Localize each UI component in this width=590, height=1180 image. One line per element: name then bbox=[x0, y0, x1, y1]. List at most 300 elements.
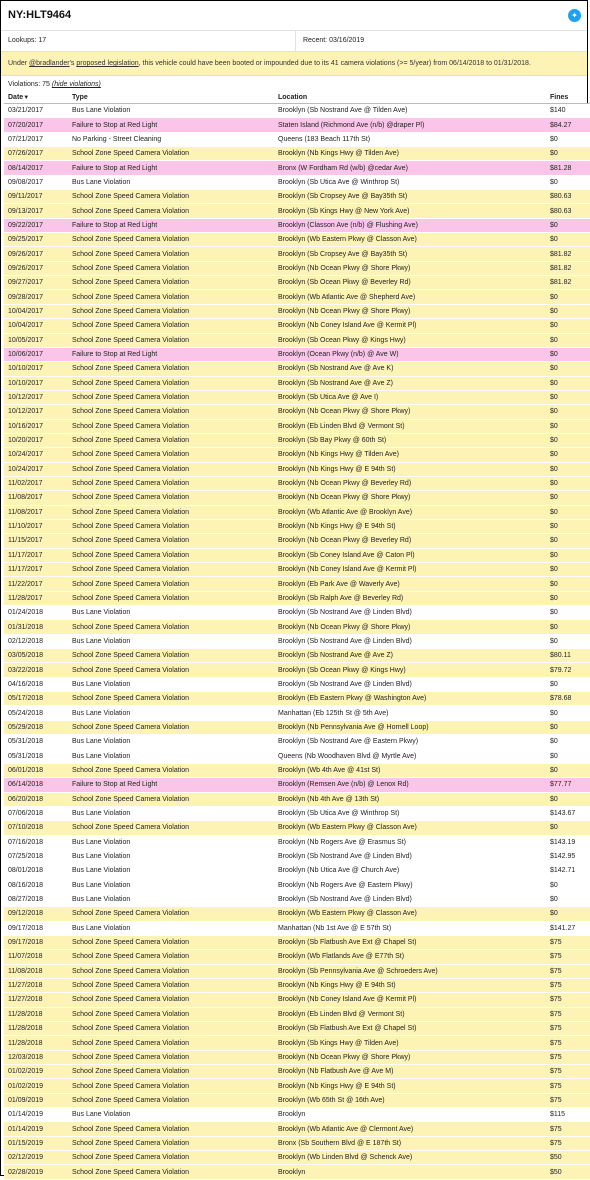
cell-fine: $75 bbox=[546, 1079, 590, 1093]
date-header-label: Date bbox=[8, 94, 24, 101]
cell-type: Bus Lane Violation bbox=[68, 921, 274, 935]
cell-type: School Zone Speed Camera Violation bbox=[68, 405, 274, 419]
cell-type: School Zone Speed Camera Violation bbox=[68, 304, 274, 318]
cell-location: Brooklyn (Classon Ave (n/b) @ Flushing Ave) bbox=[274, 218, 546, 232]
cell-location: Brooklyn (Wb 65th St @ 16th Ave) bbox=[274, 1093, 546, 1107]
cell-fine: $80.63 bbox=[546, 190, 590, 204]
cell-date: 02/12/2019 bbox=[4, 1151, 68, 1165]
table-row bbox=[4, 147, 590, 161]
header bbox=[1, 1, 587, 31]
cell-location: Brooklyn (Nb Coney Island Ave @ Kermit Pl) bbox=[274, 993, 546, 1007]
cell-date: 11/28/2017 bbox=[4, 591, 68, 605]
table-row bbox=[4, 276, 590, 290]
cell-location: Brooklyn (Nb Ocean Pkwy @ Shore Pkwy) bbox=[274, 405, 546, 419]
table-row bbox=[4, 419, 590, 433]
table-row bbox=[4, 534, 590, 548]
cell-location: Brooklyn (Sb Ralph Ave @ Beverley Rd) bbox=[274, 591, 546, 605]
cell-fine: $0 bbox=[546, 591, 590, 605]
cell-location: Brooklyn (Sb Cropsey Ave @ Bay35th St) bbox=[274, 247, 546, 261]
cell-fine: $0 bbox=[546, 749, 590, 763]
bradlander-link[interactable]: @bradlander bbox=[29, 60, 70, 67]
cell-type: School Zone Speed Camera Violation bbox=[68, 993, 274, 1007]
cell-fine: $75 bbox=[546, 1122, 590, 1136]
cell-location: Brooklyn (Eb Linden Blvd @ Vermont St) bbox=[274, 419, 546, 433]
cell-location: Brooklyn (Nb Flatbush Ave @ Ave M) bbox=[274, 1065, 546, 1079]
cell-date: 11/08/2017 bbox=[4, 491, 68, 505]
cell-date: 09/17/2018 bbox=[4, 921, 68, 935]
cell-type: School Zone Speed Camera Violation bbox=[68, 448, 274, 462]
cell-type: School Zone Speed Camera Violation bbox=[68, 1065, 274, 1079]
stats-bar bbox=[1, 31, 587, 52]
cell-location: Brooklyn (Sb Cropsey Ave @ Bay35th St) bbox=[274, 190, 546, 204]
cell-location: Brooklyn (Wb Atlantic Ave @ Clermont Ave) bbox=[274, 1122, 546, 1136]
cell-location: Brooklyn (Sb Flatbush Ave Ext @ Chapel St) bbox=[274, 1022, 546, 1036]
cell-type: Bus Lane Violation bbox=[68, 749, 274, 763]
column-header-fines[interactable]: Fines bbox=[546, 92, 590, 104]
cell-location: Brooklyn (Nb Ocean Pkwy @ Shore Pkwy) bbox=[274, 491, 546, 505]
cell-type: School Zone Speed Camera Violation bbox=[68, 821, 274, 835]
table-row bbox=[4, 849, 590, 863]
table-row bbox=[4, 821, 590, 835]
cell-date: 09/17/2018 bbox=[4, 935, 68, 949]
cell-fine: $0 bbox=[546, 792, 590, 806]
cell-location: Brooklyn (Nb Kings Hwy @ E 94th St) bbox=[274, 462, 546, 476]
cell-date: 11/27/2018 bbox=[4, 978, 68, 992]
table-row bbox=[4, 1122, 590, 1136]
cell-fine: $0 bbox=[546, 706, 590, 720]
cell-location: Manhattan (Nb 1st Ave @ E 57th St) bbox=[274, 921, 546, 935]
cell-location: Brooklyn (Sb Ocean Pkwy @ Beverley Rd) bbox=[274, 276, 546, 290]
cell-fine: $75 bbox=[546, 950, 590, 964]
cell-type: School Zone Speed Camera Violation bbox=[68, 462, 274, 476]
cell-location: Brooklyn (Sb Nostrand Ave @ Ave Z) bbox=[274, 649, 546, 663]
stats-divider bbox=[295, 31, 296, 51]
cell-fine: $81.82 bbox=[546, 247, 590, 261]
cell-location: Brooklyn bbox=[274, 1165, 546, 1179]
cell-date: 11/10/2017 bbox=[4, 519, 68, 533]
cell-date: 10/10/2017 bbox=[4, 376, 68, 390]
cell-fine: $0 bbox=[546, 534, 590, 548]
cell-location: Brooklyn (Wb Atlantic Ave @ Brooklyn Ave) bbox=[274, 505, 546, 519]
cell-date: 03/22/2018 bbox=[4, 663, 68, 677]
table-row bbox=[4, 1165, 590, 1179]
cell-date: 07/21/2017 bbox=[4, 132, 68, 146]
cell-date: 07/26/2017 bbox=[4, 147, 68, 161]
cell-fine: $50 bbox=[546, 1165, 590, 1179]
column-header-date[interactable] bbox=[4, 92, 68, 104]
cell-type: School Zone Speed Camera Violation bbox=[68, 204, 274, 218]
cell-location: Staten Island (Richmond Ave (n/b) @draper Pl) bbox=[274, 118, 546, 132]
cell-location: Brooklyn (Wb Atlantic Ave @ Shepherd Ave) bbox=[274, 290, 546, 304]
cell-fine: $143.19 bbox=[546, 835, 590, 849]
cell-location: Brooklyn (Sb Kings Hwy @ Tilden Ave) bbox=[274, 1036, 546, 1050]
cell-fine: $0 bbox=[546, 347, 590, 361]
cell-fine: $75 bbox=[546, 964, 590, 978]
cell-fine: $115 bbox=[546, 1108, 590, 1122]
cell-location: Queens (Nb Woodhaven Blvd @ Myrtle Ave) bbox=[274, 749, 546, 763]
cell-type: School Zone Speed Camera Violation bbox=[68, 505, 274, 519]
cell-type: School Zone Speed Camera Violation bbox=[68, 763, 274, 777]
cell-type: Bus Lane Violation bbox=[68, 835, 274, 849]
cell-date: 01/15/2019 bbox=[4, 1136, 68, 1150]
table-row bbox=[4, 1065, 590, 1079]
cell-date: 01/14/2019 bbox=[4, 1122, 68, 1136]
table-row bbox=[4, 993, 590, 1007]
table-row bbox=[4, 706, 590, 720]
cell-date: 10/06/2017 bbox=[4, 347, 68, 361]
cell-fine: $0 bbox=[546, 677, 590, 691]
cell-date: 11/07/2018 bbox=[4, 950, 68, 964]
cell-type: School Zone Speed Camera Violation bbox=[68, 792, 274, 806]
cell-date: 02/28/2019 bbox=[4, 1165, 68, 1179]
cell-location: Brooklyn (Wb 4th Ave @ 41st St) bbox=[274, 763, 546, 777]
table-row bbox=[4, 505, 590, 519]
cell-type: School Zone Speed Camera Violation bbox=[68, 620, 274, 634]
cell-location: Brooklyn (Sb Utica Ave @ Winthrop St) bbox=[274, 175, 546, 189]
column-header-type[interactable]: Type bbox=[68, 92, 274, 104]
cell-date: 08/16/2018 bbox=[4, 878, 68, 892]
cell-type: School Zone Speed Camera Violation bbox=[68, 1022, 274, 1036]
table-row bbox=[4, 462, 590, 476]
table-row bbox=[4, 1151, 590, 1165]
cell-fine: $0 bbox=[546, 519, 590, 533]
violations-count: Violations: 75 bbox=[8, 81, 50, 88]
cell-fine: $0 bbox=[546, 505, 590, 519]
cell-date: 05/24/2018 bbox=[4, 706, 68, 720]
cell-type: School Zone Speed Camera Violation bbox=[68, 964, 274, 978]
cell-date: 09/13/2017 bbox=[4, 204, 68, 218]
cell-fine: $75 bbox=[546, 1022, 590, 1036]
table-row bbox=[4, 1050, 590, 1064]
cell-fine: $0 bbox=[546, 362, 590, 376]
cell-fine: $0 bbox=[546, 476, 590, 490]
cell-date: 03/05/2018 bbox=[4, 649, 68, 663]
table-row bbox=[4, 290, 590, 304]
cell-type: School Zone Speed Camera Violation bbox=[68, 362, 274, 376]
cell-location: Bronx (Sb Southern Blvd @ E 187th St) bbox=[274, 1136, 546, 1150]
cell-location: Brooklyn (Sb Nostrand Ave @ Ave K) bbox=[274, 362, 546, 376]
violations-table bbox=[4, 92, 590, 1180]
cell-type: School Zone Speed Camera Violation bbox=[68, 1151, 274, 1165]
cell-location: Brooklyn (Sb Nostrand Ave @ Linden Blvd) bbox=[274, 892, 546, 906]
cell-type: Failure to Stop at Red Light bbox=[68, 161, 274, 175]
cell-fine: $0 bbox=[546, 132, 590, 146]
cell-date: 10/20/2017 bbox=[4, 433, 68, 447]
cell-location: Brooklyn (Nb Ocean Pkwy @ Beverley Rd) bbox=[274, 476, 546, 490]
cell-location: Brooklyn (Wb Linden Blvd @ Schenck Ave) bbox=[274, 1151, 546, 1165]
cell-type: School Zone Speed Camera Violation bbox=[68, 519, 274, 533]
cell-type: School Zone Speed Camera Violation bbox=[68, 950, 274, 964]
cell-type: School Zone Speed Camera Violation bbox=[68, 563, 274, 577]
cell-type: School Zone Speed Camera Violation bbox=[68, 419, 274, 433]
cell-date: 11/28/2018 bbox=[4, 1036, 68, 1050]
twitter-icon[interactable]: ✦ bbox=[568, 9, 581, 22]
cell-location: Brooklyn (Nb Rogers Ave @ Eastern Pkwy) bbox=[274, 878, 546, 892]
cell-date: 11/17/2017 bbox=[4, 548, 68, 562]
cell-fine: $81.82 bbox=[546, 261, 590, 275]
cell-type: School Zone Speed Camera Violation bbox=[68, 692, 274, 706]
cell-date: 01/31/2018 bbox=[4, 620, 68, 634]
cell-type: School Zone Speed Camera Violation bbox=[68, 491, 274, 505]
table-row bbox=[4, 1108, 590, 1122]
cell-fine: $75 bbox=[546, 1065, 590, 1079]
cell-type: School Zone Speed Camera Violation bbox=[68, 233, 274, 247]
cell-fine: $81.28 bbox=[546, 161, 590, 175]
table-row bbox=[4, 792, 590, 806]
cell-type: School Zone Speed Camera Violation bbox=[68, 663, 274, 677]
cell-date: 10/05/2017 bbox=[4, 333, 68, 347]
cell-type: School Zone Speed Camera Violation bbox=[68, 247, 274, 261]
table-row bbox=[4, 347, 590, 361]
cell-fine: $0 bbox=[546, 878, 590, 892]
cell-location: Brooklyn (Sb Nostrand Ave @ Eastern Pkwy) bbox=[274, 735, 546, 749]
cell-type: School Zone Speed Camera Violation bbox=[68, 548, 274, 562]
cell-date: 10/04/2017 bbox=[4, 304, 68, 318]
cell-location: Brooklyn (Nb Coney Island Ave @ Kermit Pl) bbox=[274, 319, 546, 333]
cell-date: 04/16/2018 bbox=[4, 677, 68, 691]
table-row bbox=[4, 950, 590, 964]
table-row bbox=[4, 634, 590, 648]
cell-date: 07/10/2018 bbox=[4, 821, 68, 835]
violations-table-body bbox=[4, 104, 590, 1180]
cell-date: 09/08/2017 bbox=[4, 175, 68, 189]
table-row bbox=[4, 376, 590, 390]
table-row bbox=[4, 649, 590, 663]
cell-fine: $0 bbox=[546, 405, 590, 419]
cell-fine: $80.11 bbox=[546, 649, 590, 663]
cell-location: Brooklyn (Eb Eastern Pkwy @ Washington Ave) bbox=[274, 692, 546, 706]
cell-location: Brooklyn (Nb Coney Island Ave @ Kermit Pl) bbox=[274, 563, 546, 577]
cell-location: Brooklyn (Sb Nostrand Ave @ Ave Z) bbox=[274, 376, 546, 390]
cell-fine: $0 bbox=[546, 319, 590, 333]
cell-type: School Zone Speed Camera Violation bbox=[68, 1136, 274, 1150]
cell-date: 09/12/2018 bbox=[4, 907, 68, 921]
table-row bbox=[4, 548, 590, 562]
cell-type: School Zone Speed Camera Violation bbox=[68, 649, 274, 663]
cell-type: Failure to Stop at Red Light bbox=[68, 218, 274, 232]
table-row bbox=[4, 433, 590, 447]
cell-type: School Zone Speed Camera Violation bbox=[68, 534, 274, 548]
table-row bbox=[4, 233, 590, 247]
table-row bbox=[4, 692, 590, 706]
table-row bbox=[4, 878, 590, 892]
cell-date: 08/14/2017 bbox=[4, 161, 68, 175]
cell-date: 10/16/2017 bbox=[4, 419, 68, 433]
table-row bbox=[4, 663, 590, 677]
cell-fine: $79.72 bbox=[546, 663, 590, 677]
cell-fine: $0 bbox=[546, 390, 590, 404]
cell-date: 10/24/2017 bbox=[4, 448, 68, 462]
cell-location: Brooklyn (Sb Utica Ave @ Winthrop St) bbox=[274, 806, 546, 820]
cell-location: Brooklyn (Wb Flatlands Ave @ E77th St) bbox=[274, 950, 546, 964]
cell-date: 10/04/2017 bbox=[4, 319, 68, 333]
cell-type: School Zone Speed Camera Violation bbox=[68, 1007, 274, 1021]
table-row bbox=[4, 864, 590, 878]
cell-location: Brooklyn (Wb Eastern Pkwy @ Classon Ave) bbox=[274, 821, 546, 835]
cell-location: Queens (183 Beach 117th St) bbox=[274, 132, 546, 146]
cell-type: School Zone Speed Camera Violation bbox=[68, 276, 274, 290]
cell-location: Brooklyn (Nb Ocean Pkwy @ Shore Pkwy) bbox=[274, 620, 546, 634]
banner-prefix: Under bbox=[8, 60, 30, 67]
cell-date: 11/15/2017 bbox=[4, 534, 68, 548]
table-row bbox=[4, 763, 590, 777]
table-row bbox=[4, 190, 590, 204]
proposed-legislation-link[interactable]: proposed legislation bbox=[76, 60, 139, 67]
table-row bbox=[4, 606, 590, 620]
cell-fine: $0 bbox=[546, 821, 590, 835]
table-row bbox=[4, 104, 590, 118]
cell-date: 01/14/2019 bbox=[4, 1108, 68, 1122]
cell-type: School Zone Speed Camera Violation bbox=[68, 476, 274, 490]
cell-fine: $84.27 bbox=[546, 118, 590, 132]
cell-fine: $75 bbox=[546, 993, 590, 1007]
cell-fine: $0 bbox=[546, 634, 590, 648]
table-row bbox=[4, 1136, 590, 1150]
cell-type: School Zone Speed Camera Violation bbox=[68, 333, 274, 347]
cell-fine: $0 bbox=[546, 907, 590, 921]
cell-date: 11/17/2017 bbox=[4, 563, 68, 577]
cell-fine: $78.68 bbox=[546, 692, 590, 706]
table-row bbox=[4, 720, 590, 734]
cell-date: 11/08/2017 bbox=[4, 505, 68, 519]
cell-date: 11/08/2018 bbox=[4, 964, 68, 978]
cell-date: 09/28/2017 bbox=[4, 290, 68, 304]
cell-fine: $75 bbox=[546, 1050, 590, 1064]
table-row bbox=[4, 491, 590, 505]
cell-type: School Zone Speed Camera Violation bbox=[68, 1079, 274, 1093]
cell-fine: $0 bbox=[546, 735, 590, 749]
cell-location: Brooklyn (Sb Kings Hwy @ New York Ave) bbox=[274, 204, 546, 218]
hide-violations-link[interactable]: (hide violations) bbox=[51, 81, 101, 88]
banner-suffix: , this vehicle could have been booted or impounded due to its 41 camera violations (>= 5/year) from 06/14/2018 to 01/31/2018. bbox=[138, 60, 531, 67]
cell-fine: $141.27 bbox=[546, 921, 590, 935]
table-row bbox=[4, 563, 590, 577]
cell-type: Bus Lane Violation bbox=[68, 806, 274, 820]
cell-date: 11/28/2018 bbox=[4, 1022, 68, 1036]
cell-type: Bus Lane Violation bbox=[68, 878, 274, 892]
cell-date: 08/27/2018 bbox=[4, 892, 68, 906]
table-row bbox=[4, 519, 590, 533]
cell-fine: $0 bbox=[546, 548, 590, 562]
table-row bbox=[4, 677, 590, 691]
cell-date: 01/02/2019 bbox=[4, 1065, 68, 1079]
cell-type: School Zone Speed Camera Violation bbox=[68, 720, 274, 734]
cell-fine: $0 bbox=[546, 290, 590, 304]
cell-location: Brooklyn (Sb Utica Ave @ Ave I) bbox=[274, 390, 546, 404]
cell-date: 05/17/2018 bbox=[4, 692, 68, 706]
table-row bbox=[4, 390, 590, 404]
cell-location: Brooklyn (Ocean Pkwy (n/b) @ Ave W) bbox=[274, 347, 546, 361]
table-row bbox=[4, 319, 590, 333]
cell-location: Brooklyn (Remsen Ave (n/b) @ Lenox Rd) bbox=[274, 778, 546, 792]
cell-fine: $75 bbox=[546, 1036, 590, 1050]
table-row bbox=[4, 175, 590, 189]
cell-fine: $0 bbox=[546, 491, 590, 505]
cell-fine: $0 bbox=[546, 419, 590, 433]
table-row bbox=[4, 118, 590, 132]
column-header-location[interactable]: Location bbox=[274, 92, 546, 104]
cell-date: 11/27/2018 bbox=[4, 993, 68, 1007]
sort-down-icon: ▼ bbox=[23, 95, 30, 101]
cell-fine: $0 bbox=[546, 577, 590, 591]
cell-type: School Zone Speed Camera Violation bbox=[68, 261, 274, 275]
table-row bbox=[4, 362, 590, 376]
cell-date: 01/24/2018 bbox=[4, 606, 68, 620]
cell-location: Brooklyn (Sb Ocean Pkwy @ Kings Hwy) bbox=[274, 663, 546, 677]
table-row bbox=[4, 978, 590, 992]
cell-fine: $0 bbox=[546, 620, 590, 634]
cell-fine: $77.77 bbox=[546, 778, 590, 792]
cell-fine: $0 bbox=[546, 175, 590, 189]
table-row bbox=[4, 835, 590, 849]
table-row bbox=[4, 907, 590, 921]
cell-type: Bus Lane Violation bbox=[68, 677, 274, 691]
table-row bbox=[4, 304, 590, 318]
table-row bbox=[4, 476, 590, 490]
cell-type: School Zone Speed Camera Violation bbox=[68, 1093, 274, 1107]
cell-date: 10/10/2017 bbox=[4, 362, 68, 376]
cell-type: School Zone Speed Camera Violation bbox=[68, 978, 274, 992]
cell-fine: $142.71 bbox=[546, 864, 590, 878]
cell-location: Brooklyn (Sb Nostrand Ave @ Tilden Ave) bbox=[274, 104, 546, 118]
table-row bbox=[4, 577, 590, 591]
table-row bbox=[4, 620, 590, 634]
cell-type: Failure to Stop at Red Light bbox=[68, 118, 274, 132]
table-row bbox=[4, 161, 590, 175]
cell-type: Bus Lane Violation bbox=[68, 104, 274, 118]
cell-date: 05/31/2018 bbox=[4, 735, 68, 749]
cell-type: Bus Lane Violation bbox=[68, 634, 274, 648]
cell-fine: $0 bbox=[546, 892, 590, 906]
cell-fine: $140 bbox=[546, 104, 590, 118]
cell-fine: $75 bbox=[546, 1093, 590, 1107]
cell-fine: $0 bbox=[546, 720, 590, 734]
cell-type: Bus Lane Violation bbox=[68, 735, 274, 749]
cell-type: Bus Lane Violation bbox=[68, 606, 274, 620]
table-row bbox=[4, 1007, 590, 1021]
cell-date: 01/02/2019 bbox=[4, 1079, 68, 1093]
cell-type: Bus Lane Violation bbox=[68, 1108, 274, 1122]
cell-type: School Zone Speed Camera Violation bbox=[68, 147, 274, 161]
cell-fine: $0 bbox=[546, 304, 590, 318]
cell-date: 09/26/2017 bbox=[4, 247, 68, 261]
cell-type: School Zone Speed Camera Violation bbox=[68, 1165, 274, 1179]
cell-type: Bus Lane Violation bbox=[68, 175, 274, 189]
cell-date: 10/12/2017 bbox=[4, 390, 68, 404]
cell-date: 10/12/2017 bbox=[4, 405, 68, 419]
cell-fine: $75 bbox=[546, 1136, 590, 1150]
cell-location: Brooklyn (Nb Kings Hwy @ Tilden Ave) bbox=[274, 448, 546, 462]
cell-fine: $0 bbox=[546, 233, 590, 247]
lookups-count: Lookups: 17 bbox=[8, 37, 47, 44]
cell-date: 05/31/2018 bbox=[4, 749, 68, 763]
cell-location: Brooklyn (Nb Pennsylvania Ave @ Hornell Loop) bbox=[274, 720, 546, 734]
cell-fine: $142.95 bbox=[546, 849, 590, 863]
cell-fine: $0 bbox=[546, 147, 590, 161]
cell-fine: $0 bbox=[546, 376, 590, 390]
cell-date: 06/14/2018 bbox=[4, 778, 68, 792]
cell-fine: $143.67 bbox=[546, 806, 590, 820]
cell-location: Brooklyn (Nb Kings Hwy @ Tilden Ave) bbox=[274, 147, 546, 161]
cell-type: Failure to Stop at Red Light bbox=[68, 778, 274, 792]
cell-type: Bus Lane Violation bbox=[68, 864, 274, 878]
cell-fine: $0 bbox=[546, 563, 590, 577]
table-row bbox=[4, 892, 590, 906]
table-row bbox=[4, 132, 590, 146]
cell-location: Brooklyn (Sb Flatbush Ave Ext @ Chapel St) bbox=[274, 935, 546, 949]
cell-type: School Zone Speed Camera Violation bbox=[68, 319, 274, 333]
table-row bbox=[4, 778, 590, 792]
